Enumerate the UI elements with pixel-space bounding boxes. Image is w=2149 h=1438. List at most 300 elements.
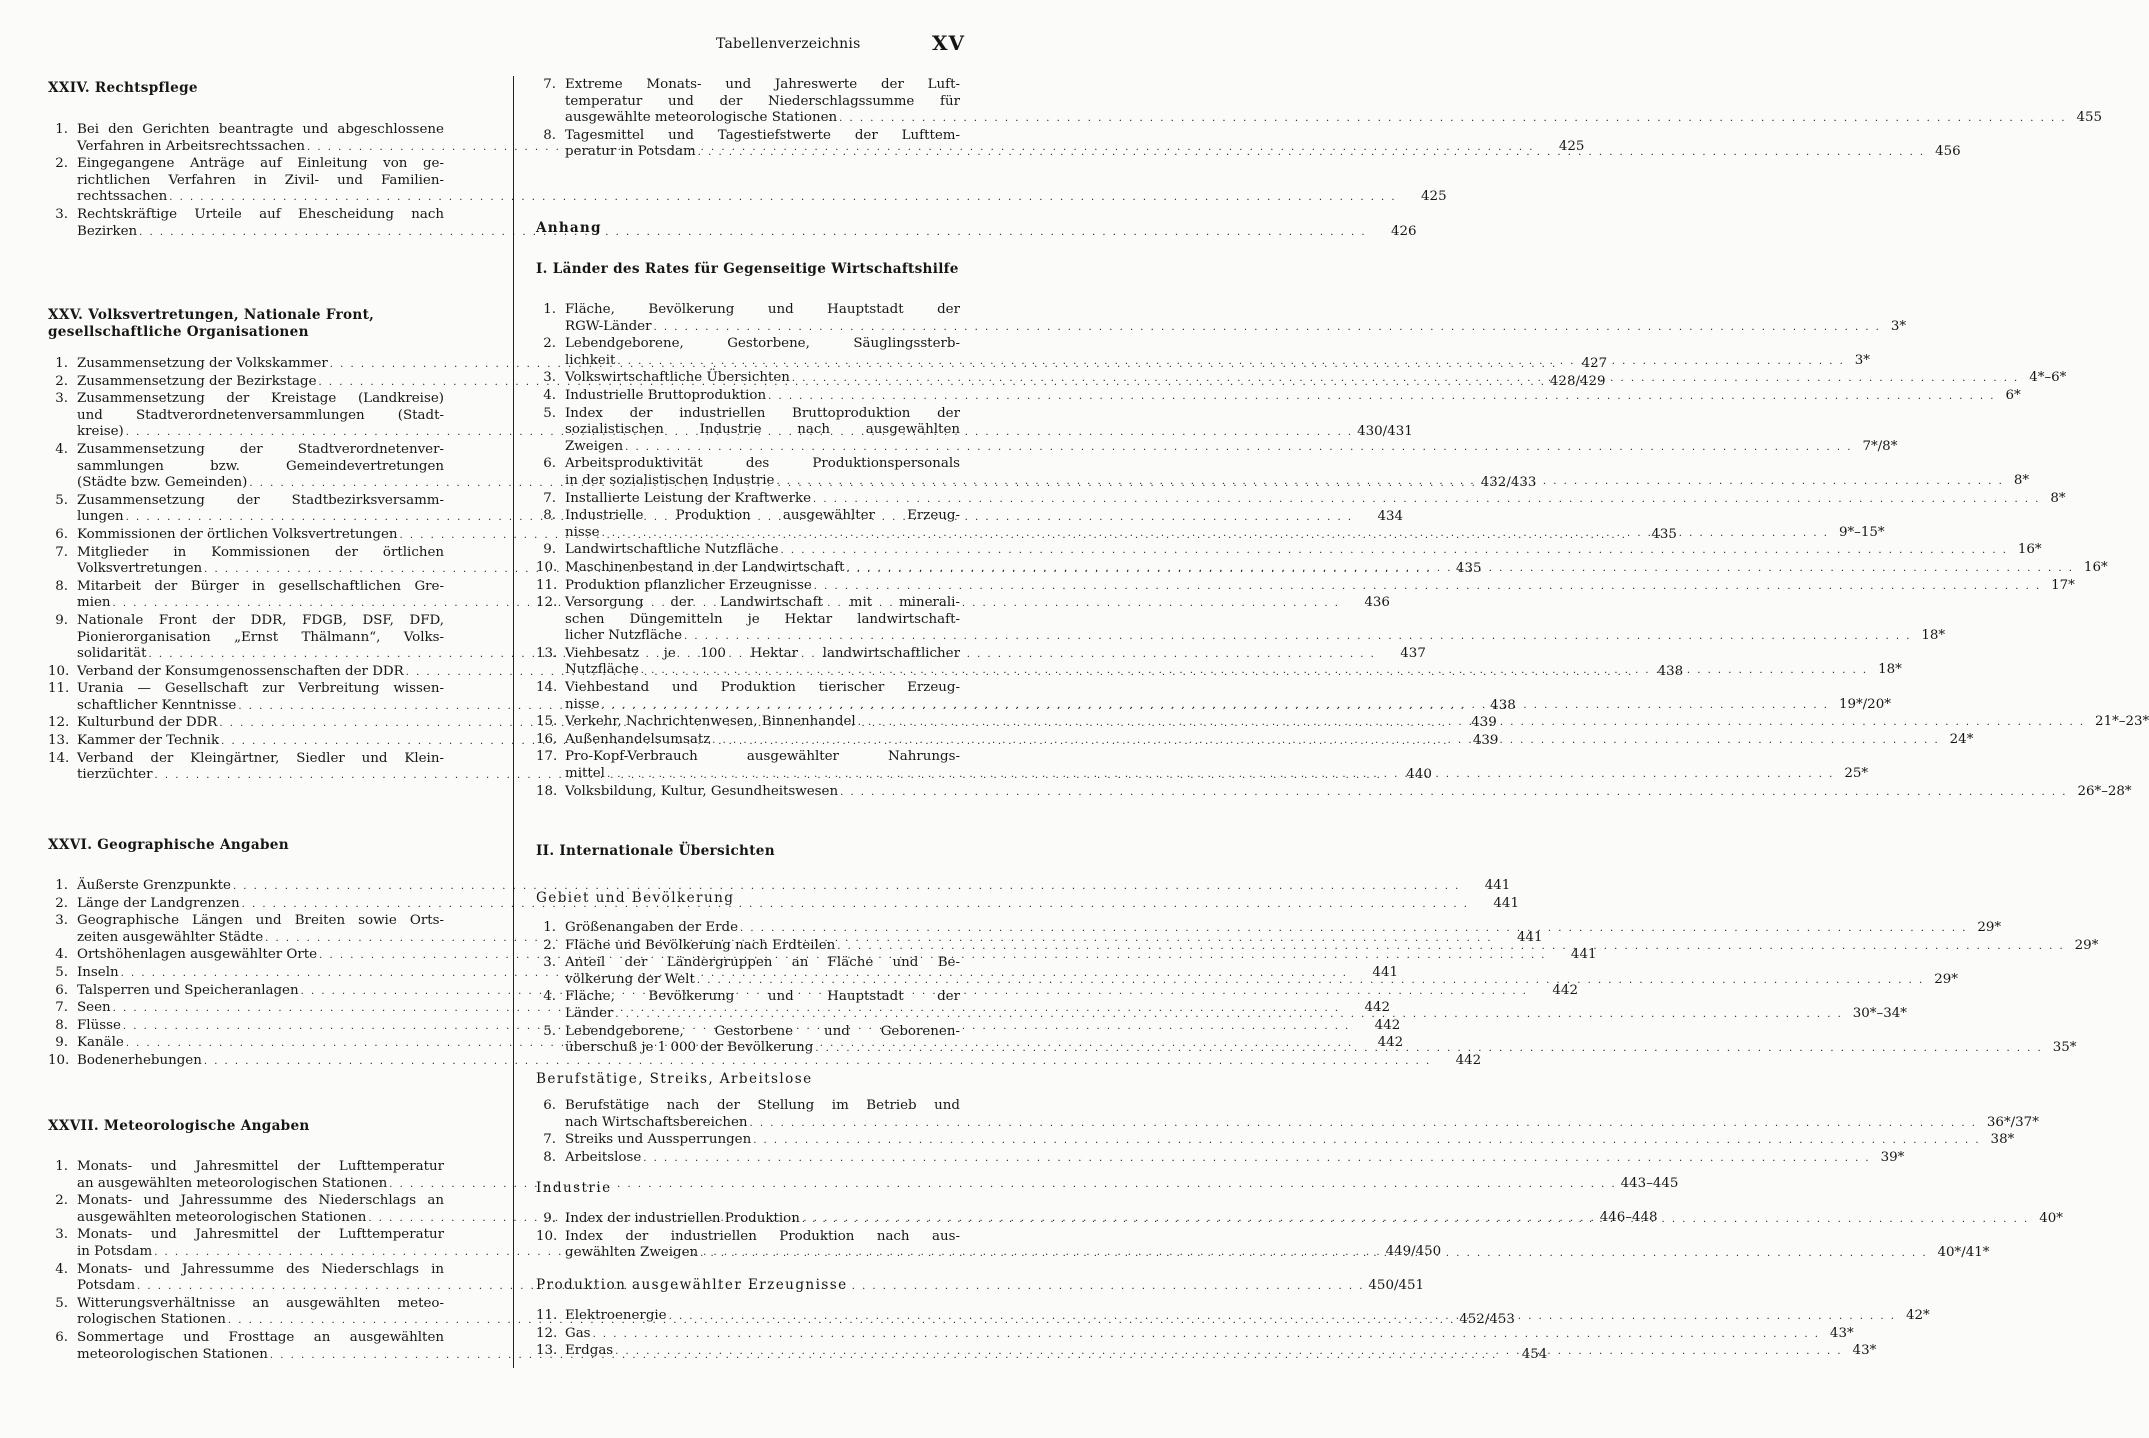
entry-title: Talsperren und Speicheranlagen	[77, 982, 299, 998]
entry-number: 1.	[55, 356, 68, 371]
entry-page-ref: 440	[1406, 767, 1432, 783]
entry-page-ref: 425	[1421, 189, 1447, 205]
dot-leader	[748, 1116, 1977, 1133]
entry-title: Kanäle	[77, 1035, 124, 1051]
entry-text-line: Nationale Front der DDR, FDGB, DSF, DFD,	[77, 612, 444, 628]
entry-title: Bodenerhebungen	[77, 1052, 202, 1068]
entry-page-ref: 39*	[1880, 1149, 1905, 1165]
entry-page-ref: 3*	[1854, 352, 1870, 368]
toc-entry	[536, 542, 2042, 560]
entry-number: 10.	[536, 1228, 558, 1244]
entry-title: in der sozialistischen Industrie	[565, 472, 775, 488]
entry-number: 1.	[55, 878, 68, 893]
entry-number: 8.	[543, 508, 556, 524]
entry-page-ref: 38*	[1990, 1132, 2015, 1148]
entry-number: 7.	[55, 544, 68, 560]
entry-page-ref: 435	[1455, 561, 1482, 577]
entry-title: rologischen Stationen	[77, 1312, 226, 1328]
entry-page-ref: 441	[1570, 947, 1597, 963]
dot-leader	[812, 579, 2041, 596]
entry-title: Volksvertretungen	[77, 561, 203, 577]
dot-leader	[137, 225, 1366, 242]
entry-number: 6.	[55, 982, 68, 998]
entry-title: Industrielle Bruttoproduktion	[565, 387, 767, 403]
entry-number: 10.	[48, 663, 70, 679]
entry-number: 5.	[55, 964, 68, 980]
entry-page-ref: 17*	[2051, 577, 2075, 593]
entry-number: 1.	[543, 920, 556, 935]
toc-entry	[536, 783, 2132, 802]
dot-leader	[766, 389, 1995, 406]
dot-leader	[838, 785, 2067, 802]
entry-number: 5.	[55, 1295, 68, 1311]
entry-page-ref: 36*/37*	[1986, 1114, 2039, 1130]
group-title-gebiet: Gebiet und Bevölkerung	[536, 890, 735, 906]
entry-title: Produktion pflanzlicher Erzeugnisse	[565, 577, 812, 593]
entry-title: völkerung der Welt	[565, 971, 695, 987]
dot-leader	[774, 474, 2003, 491]
entry-text-line: temperatur und der Niederschlagssumme für	[565, 93, 960, 109]
dot-leader	[623, 440, 1852, 457]
dot-leader	[835, 939, 2064, 956]
dot-leader	[667, 1309, 1896, 1326]
entry-number: 10.	[536, 559, 558, 575]
entry-title: Installierte Leistung der Kraftwerke	[565, 490, 812, 506]
entry-page-ref: 438	[1490, 697, 1516, 713]
entry-title: meteorologischen Stationen	[77, 1346, 268, 1362]
toc-entry	[536, 387, 2021, 406]
toc-entry	[48, 878, 1511, 896]
entry-text-line: Zusammensetzung der Stadtverordnetenver-	[77, 441, 444, 457]
dot-leader	[856, 715, 2085, 732]
entry-title: licher Nutzfläche	[565, 628, 683, 644]
entry-page-ref: 30*–34*	[1852, 1005, 1907, 1021]
entry-text-line: Industrielle Produktion ausgewählter Erzeug-	[565, 508, 960, 524]
entry-number: 14.	[536, 680, 558, 696]
section-title-international: II. Internationale Übersichten	[536, 843, 775, 859]
section-title-xxvii: XXVII. Meteorologische Angaben	[48, 1118, 310, 1134]
entry-number: 6.	[55, 1329, 68, 1345]
entry-page-ref: 442	[1455, 1052, 1482, 1068]
entry-number: 9.	[543, 542, 556, 558]
appendix-title: Anhang	[536, 220, 602, 236]
entry-number: 4.	[543, 989, 556, 1005]
entry-number: 4.	[55, 1261, 68, 1277]
entry-page-ref: 441	[1372, 964, 1398, 980]
entry-title: Volkswirtschaftliche Übersichten	[565, 370, 790, 386]
running-header-title: Tabellenverzeichnis	[716, 36, 861, 52]
entry-page-ref: 441	[1484, 878, 1511, 893]
entry-page-ref: 16*	[2017, 542, 2042, 558]
entry-number: 13.	[536, 645, 558, 661]
section-title-xxiv: XXIV. Rechtspflege	[48, 80, 198, 96]
entry-number: 4.	[55, 441, 68, 457]
toc-entry	[536, 1132, 2015, 1150]
dot-leader	[652, 320, 1881, 337]
entry-text-line: Verband der Kleingärtner, Siedler und Klein-	[77, 750, 444, 766]
toc-entry	[536, 77, 2103, 128]
entry-number: 2.	[543, 937, 556, 953]
entry-number: 9.	[55, 1035, 68, 1051]
section-title-xxvi: XXVI. Geographische Angaben	[48, 837, 289, 853]
entry-number: 10.	[48, 1052, 70, 1068]
entry-page-ref: 40*	[2039, 1211, 2063, 1226]
entry-page-ref: 438	[1657, 663, 1684, 679]
entry-text-line: richtlichen Verfahren in Zivil- und Familien-	[77, 172, 444, 188]
entry-title: Streiks und Aussperrungen	[565, 1132, 752, 1148]
entry-page-ref: 6*	[2005, 387, 2021, 403]
entry-title: ausgewählten meteorologischen Stationen	[77, 1209, 367, 1225]
entry-text-line: Urania — Gesellschaft zur Verbreitung wissen-	[77, 681, 444, 697]
entry-title: RGW-Länder	[565, 318, 652, 334]
entry-page-ref: 426	[1390, 223, 1417, 239]
entry-text-line: Anteil der Ländergruppen an Fläche und Be-	[565, 955, 960, 971]
entry-number: 7.	[543, 77, 556, 92]
entry-text-line: Pro-Kopf-Verbrauch ausgewählter Nahrungs-	[565, 749, 960, 765]
entry-number: 12.	[536, 595, 558, 611]
entry-page-ref: 454	[1521, 1346, 1548, 1362]
entry-title: kreise)	[77, 424, 124, 440]
entry-page-ref: 29*	[1977, 920, 2002, 935]
entry-page-ref: 441	[1516, 929, 1543, 945]
entry-text-line: Monats- und Jahressumme des Niederschlags in	[77, 1261, 444, 1277]
entry-page-ref: 450/451	[1368, 1278, 1425, 1294]
entry-number: 14.	[48, 750, 70, 766]
entry-number: 4.	[55, 947, 68, 963]
entry-text-line: Zusammensetzung der Kreistage (Landkreise)	[77, 391, 444, 407]
entry-title: tierzüchter	[77, 767, 153, 783]
dot-leader	[591, 1327, 1820, 1344]
entry-title: schaftlicher Kenntnisse	[77, 697, 237, 713]
entry-page-ref: 7*/8*	[1862, 438, 1898, 454]
entry-text-line: Viehbesatz je 100 Hektar landwirtschaftlicher	[565, 645, 960, 661]
entry-page-ref: 442	[1364, 1000, 1391, 1016]
dot-leader	[167, 190, 1396, 207]
entry-text-line: Mitarbeit der Bürger in gesellschaftlichen Gre-	[77, 578, 444, 594]
toc-entry	[536, 302, 1907, 336]
section-title-xxv: XXV. Volksvertretungen, Nationale Front, gesellschaftliche Organisationen	[48, 307, 375, 340]
page-number: XV	[932, 31, 966, 55]
entry-number: 5.	[543, 1023, 556, 1039]
entry-text-line: Monats- und Jahresmittel der Lufttemperatur	[77, 1159, 444, 1174]
entry-number: 13.	[536, 1343, 558, 1359]
dot-leader	[811, 492, 2040, 509]
entry-number: 7.	[55, 1000, 68, 1016]
group-title-produktion: Produktion ausgewählter Erzeugnisse	[536, 1277, 848, 1293]
entry-title: Bezirken	[77, 223, 138, 239]
entry-title: zeiten ausgewählter Städte	[77, 929, 264, 945]
entry-page-ref: 434	[1377, 509, 1404, 525]
entry-page-ref: 436	[1364, 595, 1390, 611]
entry-title: mittel	[565, 766, 605, 782]
toc-entry	[536, 1149, 1905, 1168]
entry-page-ref: 4*–6*	[2029, 370, 2067, 386]
entry-text-line: Fläche, Bevölkerung und Hauptstadt der	[565, 302, 960, 317]
entry-number: 8.	[543, 127, 556, 143]
entry-title: nisse	[565, 524, 600, 540]
entry-title: nisse	[565, 696, 600, 712]
dot-leader	[845, 561, 2074, 578]
entry-page-ref: 441	[1493, 895, 1519, 911]
entry-number: 6.	[543, 456, 556, 472]
entry-number: 3.	[543, 370, 556, 386]
entry-title: Zusammensetzung der Volkskammer	[77, 356, 328, 371]
entry-title: Landwirtschaftliche Nutzfläche	[565, 542, 779, 558]
entry-title: Größenangaben der Erde	[565, 920, 739, 935]
entry-number: 3.	[55, 1227, 68, 1243]
entry-title: Gas	[565, 1325, 591, 1341]
entry-title: Flüsse	[77, 1017, 121, 1033]
entry-page-ref: 40*/41*	[1937, 1245, 1990, 1261]
entry-title: Verkehr, Nachrichtenwesen, Binnenhandel	[565, 714, 856, 730]
entry-title: peratur in Potsdam	[565, 144, 696, 160]
dot-leader	[695, 973, 1924, 990]
entry-text-line: Pionierorganisation „Ernst Thälmann“, Volks-	[77, 629, 444, 645]
entry-title: Index der industriellen Produktion	[565, 1211, 800, 1226]
entry-text-line: Zusammensetzung der Stadtbezirksversamm-	[77, 492, 444, 508]
dot-leader	[800, 1209, 2029, 1229]
entry-title: Erdgas	[565, 1343, 614, 1359]
entry-title: Zweigen	[565, 438, 624, 454]
dot-leader	[231, 879, 1460, 896]
entry-text-line: Witterungsverhältnisse an ausgewählten meteo-	[77, 1295, 444, 1311]
entry-number: 3.	[55, 913, 68, 929]
entry-page-ref: 452/453	[1459, 1312, 1515, 1328]
entry-text-line: Monats- und Jahresmittel der Lufttemperatur	[77, 1227, 444, 1243]
entry-page-ref: 442	[1377, 1035, 1404, 1051]
dot-leader	[641, 1151, 1870, 1168]
entry-text-line: Berufstätige nach der Stellung im Betrieb und	[565, 1098, 960, 1113]
entry-number: 6.	[55, 526, 68, 542]
entry-title: Seen	[77, 1000, 111, 1016]
dot-leader	[639, 663, 1868, 680]
entry-text-line: Viehbestand und Produktion tierischer Erzeug-	[565, 680, 960, 696]
entry-number: 12.	[536, 1325, 558, 1341]
entry-page-ref: 3*	[1890, 318, 1907, 334]
entry-number: 2.	[55, 373, 68, 389]
entry-number: 11.	[536, 1308, 558, 1323]
toc-entry	[536, 1325, 1854, 1344]
entry-title: Kammer der Technik	[77, 733, 220, 749]
entry-title: lichkeit	[565, 352, 616, 368]
entry-number: 3.	[543, 955, 556, 971]
entry-page-ref: 25*	[1844, 766, 1869, 782]
entry-page-ref: 439	[1471, 715, 1497, 731]
entry-number: 3.	[55, 206, 68, 222]
entry-title: Länge der Landgrenzen	[77, 895, 240, 911]
entry-number: 6.	[543, 1098, 556, 1113]
entry-title: Ortshöhenlagen ausgewählter Orte	[77, 947, 318, 963]
entry-number: 1.	[55, 1159, 68, 1174]
entry-page-ref: 449/450	[1385, 1243, 1442, 1259]
entry-number: 7.	[543, 490, 556, 506]
entry-title: gewählten Zweigen	[565, 1245, 699, 1261]
entry-page-ref: 18*	[1878, 662, 1902, 678]
entry-number: 2.	[55, 895, 68, 911]
entry-title: Verband der Konsumgenossenschaften der DDR	[77, 663, 404, 679]
entry-text-line: Lebendgeborene, Gestorbene und Geborenen-	[565, 1023, 960, 1039]
entry-title: rechtssachen	[77, 189, 168, 205]
entry-title: Länder	[565, 1005, 614, 1021]
entry-title: lungen	[77, 509, 124, 525]
entry-text-line: Arbeitsproduktivität des Produktionspersonals	[565, 456, 960, 472]
group-title-berufstaetige: Berufstätige, Streiks, Arbeitslose	[536, 1071, 813, 1087]
entry-title: Potsdam	[77, 1278, 136, 1294]
entry-page-ref: 29*	[1934, 971, 1958, 987]
entry-page-ref: 16*	[2083, 559, 2108, 575]
entry-text-line: Index der industriellen Bruttoproduktion der	[565, 405, 960, 421]
entry-title: Verfahren in Arbeitsrechtssachen	[77, 138, 306, 154]
entry-number: 2.	[543, 336, 556, 352]
entry-number: 8.	[543, 1149, 556, 1165]
entry-text-line: Lebendgeborene, Gestorbene, Säuglingssterb-	[565, 336, 960, 352]
toc-entry	[48, 1052, 1482, 1071]
entry-number: 8.	[55, 1017, 68, 1033]
entry-title: in Potsdam	[77, 1243, 153, 1259]
entry-text-line: schen Düngemitteln je Hektar landwirtschaft-	[565, 611, 960, 627]
entry-title: Maschinenbestand in der Landwirtschaft	[565, 559, 845, 575]
dot-leader	[600, 698, 1829, 715]
entry-number: 1.	[55, 122, 68, 137]
section-title-rgw: I. Länder des Rates für Gegenseitige Wirtschaftshilfe	[536, 261, 959, 277]
entry-title: Zusammensetzung der Bezirkstage	[77, 373, 317, 389]
dot-leader	[613, 1344, 1842, 1361]
toc-entry	[536, 577, 2075, 596]
dot-leader	[240, 897, 1469, 914]
entry-title: Nutzfläche	[565, 662, 639, 678]
entry-page-ref: 435	[1651, 526, 1677, 542]
dot-leader	[698, 1243, 1927, 1263]
toc-entry	[536, 490, 2066, 509]
entry-number: 2.	[55, 156, 68, 172]
dot-leader	[790, 371, 2019, 388]
entry-number: 2.	[55, 1193, 68, 1209]
entry-title: mien	[77, 595, 111, 611]
entry-text-line: Versorgung der Landwirtschaft mit minerali-	[565, 595, 960, 611]
entry-number: 12.	[48, 715, 70, 731]
entry-title: überschuß je 1 000 der Bevölkerung	[565, 1040, 814, 1056]
entry-number: 7.	[543, 1132, 556, 1148]
entry-page-ref: 9*–15*	[1838, 524, 1885, 540]
entry-number: 9.	[55, 612, 68, 628]
entry-text-line: Monats- und Jahressumme des Niederschlags an	[77, 1193, 444, 1209]
entry-title: Arbeitslose	[565, 1149, 642, 1165]
entry-text-line: Geographische Längen und Breiten sowie Orts-	[77, 913, 444, 929]
entry-number: 13.	[48, 733, 70, 749]
dot-leader	[837, 111, 2066, 128]
entry-page-ref: 18*	[1921, 628, 1946, 644]
entry-page-ref: 43*	[1829, 1325, 1854, 1341]
entry-number: 18.	[536, 783, 558, 799]
entry-title: ausgewählte meteorologische Stationen	[565, 110, 838, 126]
entry-number: 11.	[48, 681, 70, 697]
group-title-industrie: Industrie	[536, 1180, 612, 1196]
entry-text-line: Bei den Gerichten beantragte und abgeschlossene	[77, 122, 444, 137]
entry-number: 16.	[536, 731, 558, 747]
entry-text-line: Tagesmittel und Tagestiefstwerte der Lufttem-	[565, 127, 960, 143]
entry-page-ref: 24*	[1949, 731, 1974, 747]
entry-title: Inseln	[77, 964, 119, 980]
entry-number: 11.	[536, 577, 558, 593]
entry-page-ref: 432/433	[1480, 475, 1537, 491]
entry-text-line: sozialistischen Industrie nach ausgewählten	[565, 422, 960, 438]
entry-page-ref: 26*–28*	[2077, 783, 2132, 799]
entry-title: Elektroenergie	[565, 1308, 667, 1323]
dot-leader	[682, 629, 1911, 646]
entry-title: solidarität	[77, 646, 147, 662]
entry-page-ref: 43*	[1852, 1343, 1877, 1359]
entry-page-ref: 8*	[2050, 490, 2066, 506]
toc-entry	[48, 156, 1447, 207]
entry-page-ref: 21*–23*	[2095, 714, 2149, 730]
entry-number: 8.	[55, 578, 68, 594]
entry-page-ref: 446–448	[1599, 1209, 1658, 1225]
entry-page-ref: 8*	[2013, 472, 2030, 488]
group-list-berufstaetige	[536, 1098, 2039, 1167]
entry-text-line: Index der industriellen Produktion nach aus-	[565, 1228, 960, 1244]
entry-number: 3.	[55, 391, 68, 407]
entry-text-line: Extreme Monats- und Jahreswerte der Luft-	[565, 77, 960, 92]
entry-title: nach Wirtschaftsbereichen	[565, 1114, 748, 1130]
entry-page-ref: 29*	[2074, 937, 2099, 953]
entry-title: Kulturbund der DDR	[77, 715, 218, 731]
entry-title: (Städte bzw. Gemeinden)	[77, 475, 248, 491]
entry-page-ref: 455	[2076, 110, 2103, 126]
entry-title: an ausgewählten meteorologischen Stationen	[77, 1175, 388, 1191]
entry-title: Kommissionen der örtlichen Volksvertretungen	[77, 526, 398, 542]
entry-page-ref: 439	[1472, 733, 1499, 749]
entry-page-ref: 427	[1581, 356, 1608, 371]
dot-leader	[751, 1133, 1980, 1150]
entry-number: 5.	[55, 492, 68, 508]
entry-page-ref: 430/431	[1357, 424, 1413, 440]
entry-text-line: Fläche, Bevölkerung und Hauptstadt der	[565, 989, 960, 1005]
dot-leader	[696, 145, 1925, 162]
dot-leader	[613, 1007, 1842, 1024]
dot-leader	[710, 733, 1939, 750]
entry-text-line: und Stadtverordnetenversammlungen (Stadt-	[77, 407, 444, 423]
entry-number: 15.	[536, 714, 558, 730]
entry-text-line: Mitglieder in Kommissionen der örtlichen	[77, 544, 444, 560]
entry-page-ref: 42*	[1905, 1308, 1930, 1323]
entry-title: Fläche und Bevölkerung nach Erdteilen	[565, 937, 836, 953]
dot-leader	[600, 526, 1829, 543]
entry-page-ref: 443–445	[1620, 1175, 1679, 1191]
entry-page-ref: 437	[1400, 646, 1426, 662]
entry-text-line: Sommertage und Frosttage an ausgewählten	[77, 1329, 444, 1345]
entry-page-ref: 19*/20*	[1838, 696, 1891, 712]
dot-leader	[605, 767, 1834, 784]
dot-leader	[779, 543, 2008, 560]
entry-title: Volksbildung, Kultur, Gesundheitswesen	[565, 783, 839, 799]
dot-leader	[615, 354, 1844, 371]
entry-number: 5.	[543, 405, 556, 421]
dot-leader	[738, 921, 1967, 938]
entry-text-line: Eingegangene Anträge auf Einleitung von ge-	[77, 156, 444, 172]
entry-number: 4.	[543, 387, 556, 403]
entry-page-ref: 428/429	[1549, 373, 1606, 389]
entry-number: 17.	[536, 749, 558, 765]
entry-page-ref: 442	[1374, 1017, 1401, 1033]
dot-leader	[813, 1041, 2042, 1058]
entry-number: 1.	[543, 302, 556, 317]
toc-entry	[536, 1098, 2039, 1132]
entry-number: 9.	[543, 1211, 556, 1226]
entry-title: Außenhandelsumsatz	[565, 731, 711, 747]
entry-page-ref: 35*	[2052, 1040, 2077, 1056]
entry-page-ref: 425	[1558, 138, 1585, 154]
entry-page-ref: 442	[1552, 982, 1578, 998]
